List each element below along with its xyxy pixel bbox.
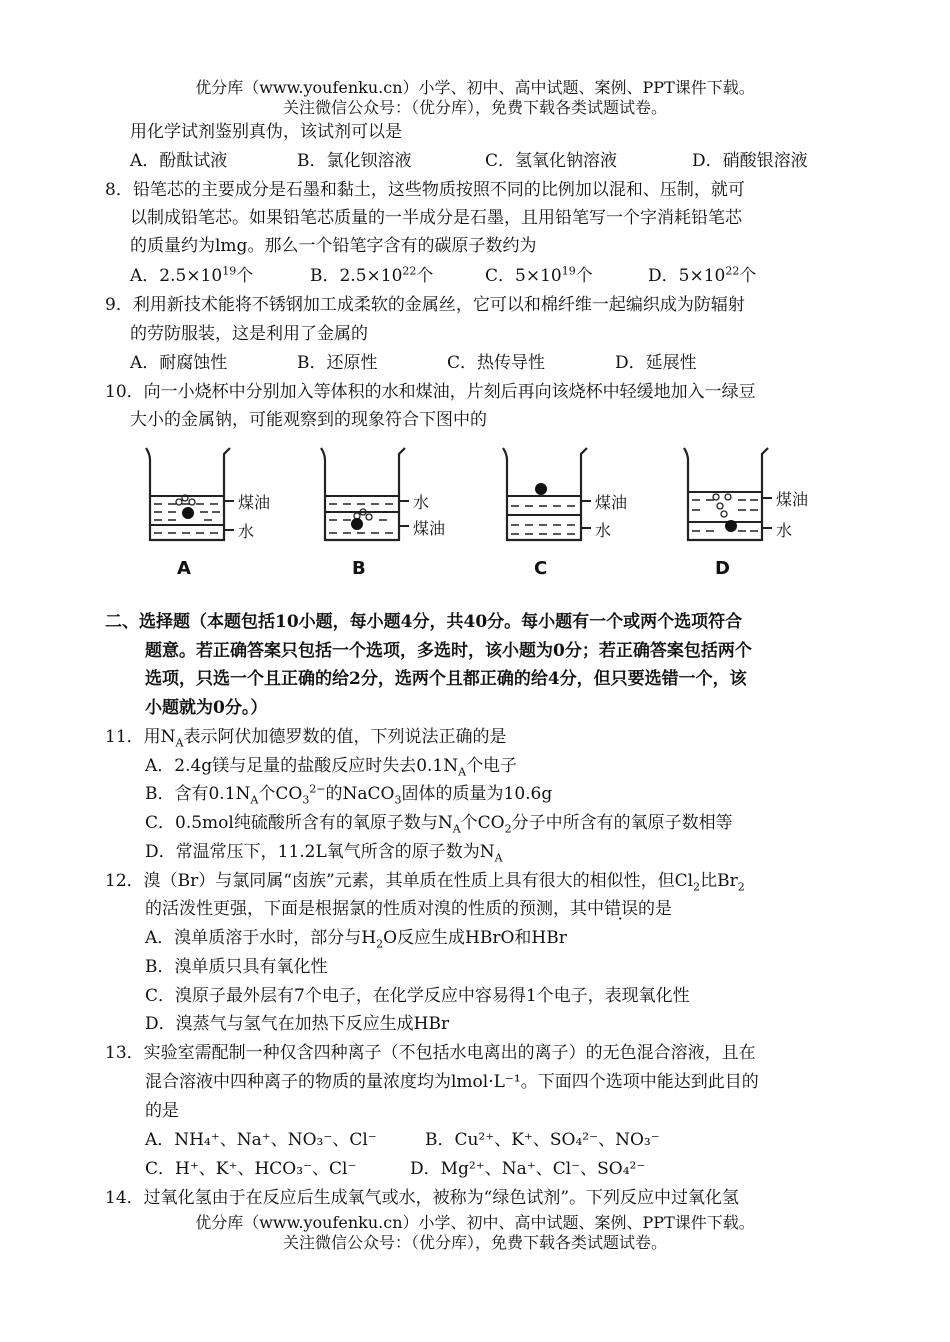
q13-line2: 混合溶液中四种离子的物质的量浓度均为lmol·L⁻¹。下面四个选项中能达到此目的 [145, 1072, 759, 1092]
beaker-a-top-label: 煤油 [238, 493, 271, 512]
beaker-b-drawing [315, 440, 490, 555]
q10-line2: 大小的金属钠，可能观察到的现象符合下图中的 [130, 410, 487, 430]
q12-option-c: C．溴原子最外层有7个电子，在化学反应中容易得1个电子，表现氧化性 [145, 986, 690, 1006]
q11-option-a: A．2.4g镁与足量的盐酸反应时失去$0.1N_A$个电子 [145, 756, 518, 779]
q13-line1: 13．实验室需配制一种仅含四种离子（不包括水电离出的离子）的无色混合溶液，且在 [105, 1043, 756, 1063]
beaker-a [140, 440, 315, 590]
q9-line1: 9．利用新技术能将不锈钢加工成柔软的金属丝，它可以和棉纤维一起编织成为防辐射 [105, 295, 745, 315]
q8-line1: 8．铅笔芯的主要成分是石墨和黏土，这些物质按照不同的比例加以混和、压制，就可 [105, 180, 745, 200]
q8-line3: 的质量约为lmg。那么一个铅笔字含有的碳原子数约为 [130, 236, 537, 256]
beaker-d-drawing [678, 440, 853, 555]
beaker-a-bottom-label: 水 [238, 522, 255, 541]
page-footer-line2: 关注微信公众号：（优分库），免费下载各类试题试卷。 [282, 1233, 667, 1252]
section2-line2: 题意。若正确答案只包括一个选项，多选时，该小题为0分；若正确答案包括两个 [145, 641, 752, 661]
q13-option-a: A．NH₄⁺、Na⁺、NO₃⁻、Cl⁻ [145, 1130, 377, 1150]
beaker-d [678, 440, 853, 590]
q12-option-a: A．溴单质溶于水时，部分与$H_2O$反应生成HBrO和HBr [145, 928, 567, 951]
page-footer-line1: 优分库（www.youfenku.cn）小学、初中、高中试题、案例、PPT课件下载。 [195, 1213, 755, 1232]
beaker-c-letter: C [534, 558, 548, 579]
q11-option-c: C．0.5mol纯硫酸所含有的氧原子数与$N_A$个$CO_2$分子中所含有的氧原子数相等 [145, 813, 733, 836]
q8-option-a: A．$2.5\times 10^{19}$个 [130, 264, 254, 286]
beaker-b-top-label: 水 [413, 493, 430, 512]
q10-line1: 10．向一小烧杯中分别加入等体积的水和煤油，片刻后再向该烧杯中轻缓地加入一绿豆 [105, 382, 756, 402]
q12-option-d: D．溴蒸气与氢气在加热下反应生成HBr [145, 1014, 450, 1034]
q13-option-b: B．Cu²⁺、K⁺、SO₄²⁻、NO₃⁻ [425, 1130, 660, 1150]
beaker-b [315, 440, 490, 590]
beaker-c [497, 440, 672, 590]
q7-option-a: A．酚酞试液 [130, 151, 228, 171]
section2-line1: 二、选择题（本题包括10小题，每小题4分，共40分。每小题有一个或两个选项符合 [105, 612, 743, 632]
q11-stem: 11．用$N_A$表示阿伏加德罗数的值，下列说法正确的是 [105, 727, 507, 750]
page-header-line1: 优分库（www.youfenku.cn）小学、初中、高中试题、案例、PPT课件下载。 [195, 78, 755, 97]
page-header-line2: 关注微信公众号：（优分库），免费下载各类试题试卷。 [282, 98, 667, 117]
beaker-d-letter: D [715, 558, 730, 579]
q9-option-b: B．还原性 [297, 353, 378, 373]
q7-option-b: B．氯化钡溶液 [297, 151, 412, 171]
section2-line4: 小题就为0分。） [145, 698, 268, 718]
q8-option-d: D．$5\times 10^{22}$个 [648, 264, 757, 286]
q7-option-d: D．硝酸银溶液 [692, 151, 808, 171]
section2-line3: 选项，只选一个且正确的给2分，选两个且都正确的给4分，但只要选错一个，该 [145, 669, 747, 689]
q12-line2: 的活泼性更强，下面是根据氯的性质对溴的性质的预测，其中错误的是 [145, 899, 672, 919]
q13-option-d: D．Mg²⁺、Na⁺、Cl⁻、SO₄²⁻ [410, 1159, 646, 1179]
q7-tail: 用化学试剂鉴别真伪，该试剂可以是 [130, 122, 402, 142]
q12-line1: 12．溴（Br）与氯同属“卤族”元素，其单质在性质上具有很大的相似性，但$Cl_2$比$Br_2$ [105, 871, 745, 894]
beaker-b-letter: B [352, 558, 366, 579]
q10-beaker-figures [140, 440, 860, 590]
q9-option-c: C．热传导性 [447, 353, 546, 373]
beaker-c-bottom-label: 水 [595, 521, 612, 540]
beaker-a-letter: A [177, 558, 191, 579]
q13-line3: 的是 [145, 1101, 179, 1121]
beaker-b-bottom-label: 煤油 [413, 519, 446, 538]
beaker-c-drawing [497, 440, 672, 555]
beaker-d-bottom-label: 水 [776, 521, 793, 540]
beaker-a-drawing [140, 440, 315, 555]
q13-option-c: C．H⁺、K⁺、HCO₃⁻、Cl⁻ [145, 1159, 357, 1179]
q9-option-a: A．耐腐蚀性 [130, 353, 228, 373]
q9-option-d: D．延展性 [615, 353, 697, 373]
q8-option-c: C．$5\times 10^{19}$个 [485, 264, 593, 286]
q11-option-d: D．常温常压下，11.2L氧气所含的原子数为$N_A$ [145, 842, 503, 865]
q12-emphasis: 错误 [604, 899, 638, 919]
q8-option-b: B．$2.5\times 10^{22}$个 [310, 264, 434, 286]
q9-line2: 的劳防服装，这是利用了金属的 [130, 324, 368, 344]
q14-line1: 14．过氧化氢由于在反应后生成氧气或水，被称为“绿色试剂”。下列反应中过氧化氢 [105, 1188, 740, 1208]
q7-option-c: C．氢氧化钠溶液 [485, 151, 618, 171]
q11-option-b: B．含有$0.1N_A$个$CO_3^{2-}$的NaCO$_3$固体的质量为10.6g [145, 782, 553, 807]
beaker-c-top-label: 煤油 [595, 493, 628, 512]
q12-option-b: B．溴单质只具有氧化性 [145, 957, 328, 977]
q8-line2: 以制成铅笔芯。如果铅笔芯质量的一半成分是石墨，且用铅笔写一个字消耗铅笔芯 [130, 208, 742, 228]
beaker-d-top-label: 煤油 [776, 490, 809, 509]
